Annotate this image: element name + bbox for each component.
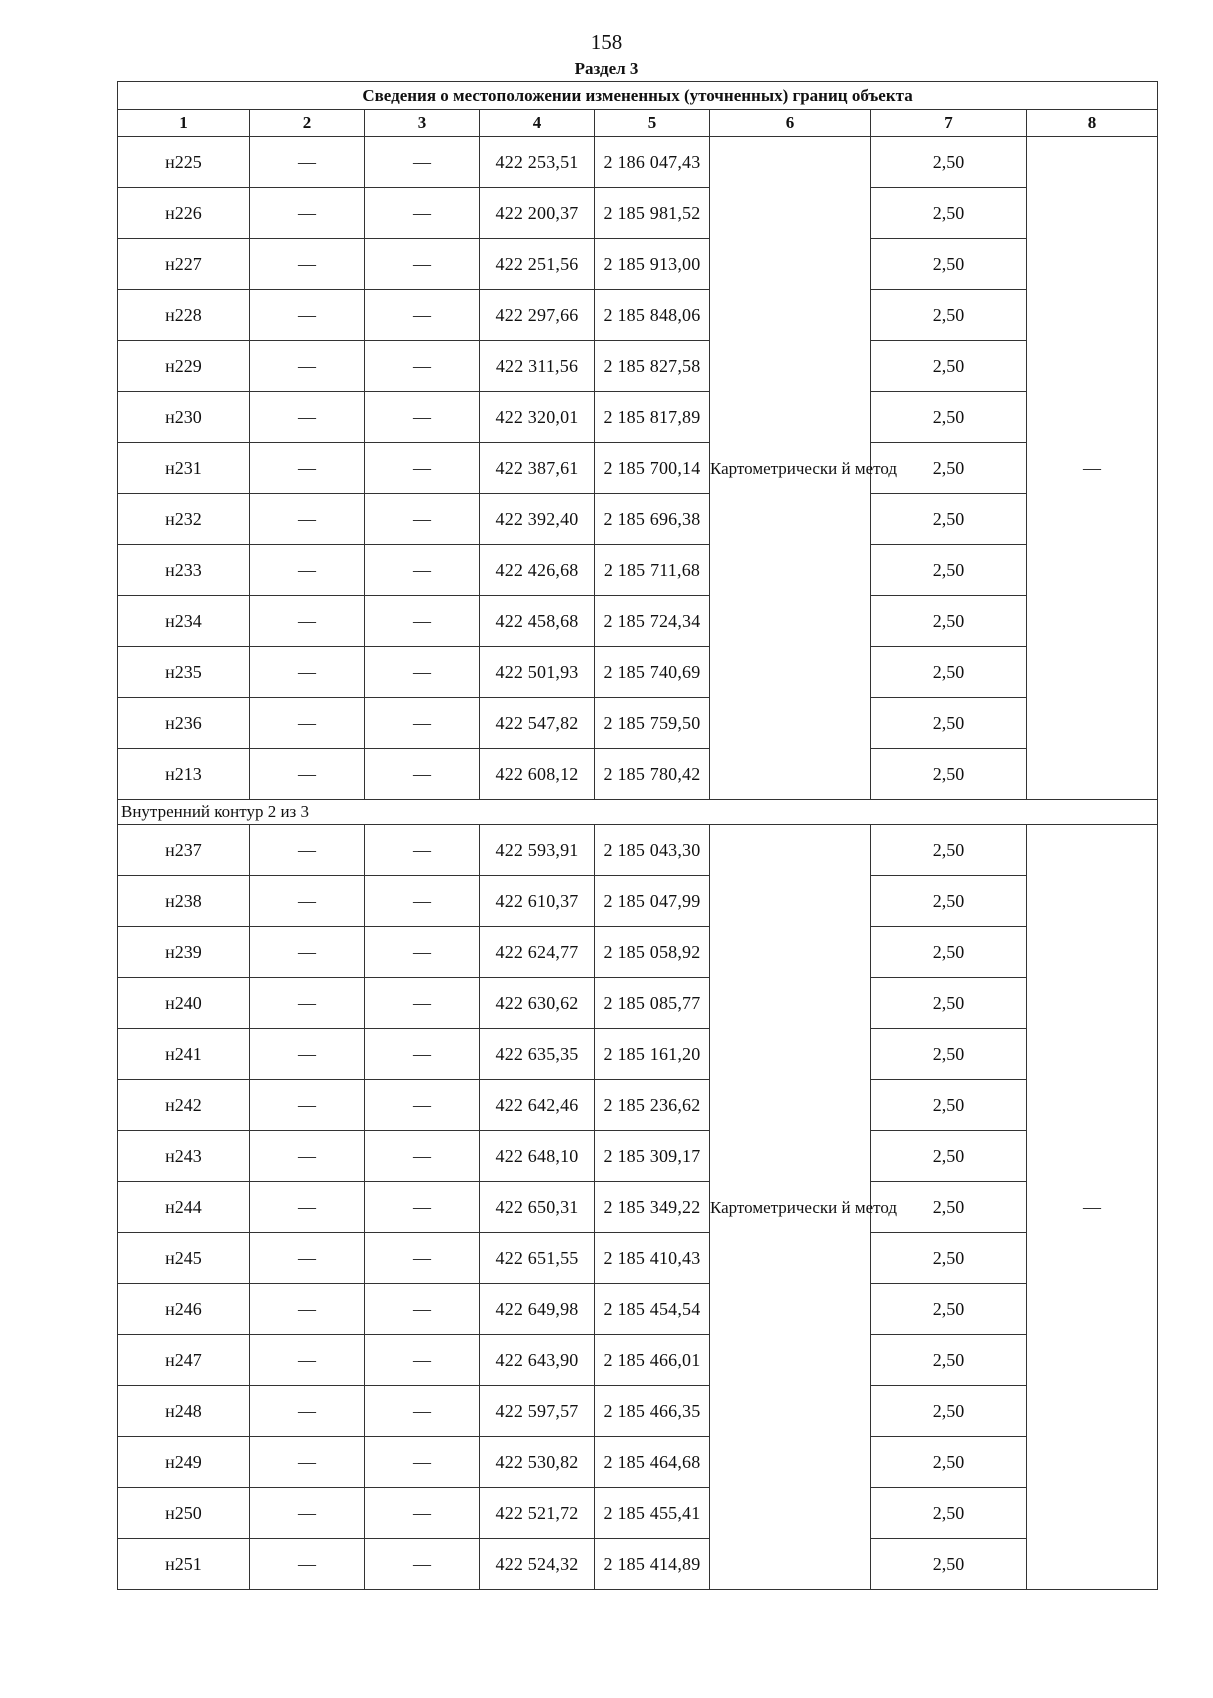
column-3-cell: — [365, 596, 480, 647]
table-row [118, 1386, 1158, 1437]
accuracy-cell: 2,50 [871, 1233, 1027, 1284]
y-coordinate-cell: 2 185 711,68 [595, 545, 710, 596]
column-3-cell: — [365, 494, 480, 545]
accuracy-cell: 2,50 [871, 596, 1027, 647]
table-row [118, 137, 1158, 188]
y-coordinate-cell: 2 185 700,14 [595, 443, 710, 494]
y-coordinate-cell: 2 185 466,01 [595, 1335, 710, 1386]
point-id-cell: н238 [118, 876, 250, 927]
accuracy-cell: 2,50 [871, 1335, 1027, 1386]
accuracy-cell: 2,50 [871, 545, 1027, 596]
x-coordinate-cell: 422 630,62 [480, 978, 595, 1029]
column-3-cell: — [365, 137, 480, 188]
accuracy-cell: 2,50 [871, 1131, 1027, 1182]
y-coordinate-cell: 2 185 085,77 [595, 978, 710, 1029]
point-id-cell: н234 [118, 596, 250, 647]
column-number: 1 [118, 110, 250, 137]
point-id-cell: н227 [118, 239, 250, 290]
table-row [118, 978, 1158, 1029]
column-2-cell: — [250, 1233, 365, 1284]
table-row [118, 596, 1158, 647]
x-coordinate-cell: 422 593,91 [480, 825, 595, 876]
table-row [118, 290, 1158, 341]
method-cell: Картометрически й метод [710, 825, 871, 1590]
x-coordinate-cell: 422 392,40 [480, 494, 595, 545]
point-id-cell: н244 [118, 1182, 250, 1233]
column-2-cell: — [250, 392, 365, 443]
point-id-cell: н248 [118, 1386, 250, 1437]
column-3-cell: — [365, 749, 480, 800]
accuracy-cell: 2,50 [871, 1284, 1027, 1335]
column-number: 3 [365, 110, 480, 137]
x-coordinate-cell: 422 251,56 [480, 239, 595, 290]
column-numbers-row [118, 110, 1158, 137]
table-row [118, 1131, 1158, 1182]
column-3-cell: — [365, 1488, 480, 1539]
accuracy-cell: 2,50 [871, 698, 1027, 749]
point-id-cell: н226 [118, 188, 250, 239]
x-coordinate-cell: 422 547,82 [480, 698, 595, 749]
column-2-cell: — [250, 1437, 365, 1488]
accuracy-cell: 2,50 [871, 290, 1027, 341]
accuracy-cell: 2,50 [871, 927, 1027, 978]
table-row [118, 698, 1158, 749]
y-coordinate-cell: 2 185 309,17 [595, 1131, 710, 1182]
table-body [118, 137, 1158, 1590]
column-2-cell: — [250, 1284, 365, 1335]
table-row [118, 1437, 1158, 1488]
accuracy-cell: 2,50 [871, 876, 1027, 927]
accuracy-cell: 2,50 [871, 137, 1027, 188]
column-2-cell: — [250, 876, 365, 927]
table-row [118, 545, 1158, 596]
x-coordinate-cell: 422 643,90 [480, 1335, 595, 1386]
point-id-cell: н230 [118, 392, 250, 443]
y-coordinate-cell: 2 185 466,35 [595, 1386, 710, 1437]
column-2-cell: — [250, 978, 365, 1029]
table-row [118, 392, 1158, 443]
table-row [118, 1539, 1158, 1590]
x-coordinate-cell: 422 320,01 [480, 392, 595, 443]
table-row [118, 825, 1158, 876]
column-2-cell: — [250, 137, 365, 188]
column-3-cell: — [365, 1233, 480, 1284]
x-coordinate-cell: 422 524,32 [480, 1539, 595, 1590]
table-row [118, 188, 1158, 239]
point-id-cell: н246 [118, 1284, 250, 1335]
contour-label-row [118, 800, 1158, 825]
x-coordinate-cell: 422 530,82 [480, 1437, 595, 1488]
column-number: 6 [710, 110, 871, 137]
accuracy-cell: 2,50 [871, 392, 1027, 443]
x-coordinate-cell: 422 387,61 [480, 443, 595, 494]
y-coordinate-cell: 2 185 236,62 [595, 1080, 710, 1131]
point-id-cell: н225 [118, 137, 250, 188]
x-coordinate-cell: 422 297,66 [480, 290, 595, 341]
point-id-cell: н250 [118, 1488, 250, 1539]
column-2-cell: — [250, 749, 365, 800]
y-coordinate-cell: 2 185 043,30 [595, 825, 710, 876]
y-coordinate-cell: 2 185 848,06 [595, 290, 710, 341]
table-row [118, 876, 1158, 927]
point-id-cell: н241 [118, 1029, 250, 1080]
accuracy-cell: 2,50 [871, 188, 1027, 239]
point-id-cell: н251 [118, 1539, 250, 1590]
y-coordinate-cell: 2 185 414,89 [595, 1539, 710, 1590]
column-2-cell: — [250, 1335, 365, 1386]
column-2-cell: — [250, 1080, 365, 1131]
column-2-cell: — [250, 239, 365, 290]
accuracy-cell: 2,50 [871, 1080, 1027, 1131]
column-3-cell: — [365, 647, 480, 698]
x-coordinate-cell: 422 635,35 [480, 1029, 595, 1080]
y-coordinate-cell: 2 185 817,89 [595, 392, 710, 443]
y-coordinate-cell: 2 185 913,00 [595, 239, 710, 290]
column-2-cell: — [250, 1131, 365, 1182]
y-coordinate-cell: 2 185 759,50 [595, 698, 710, 749]
column-3-cell: — [365, 392, 480, 443]
table-row [118, 1488, 1158, 1539]
point-id-cell: н240 [118, 978, 250, 1029]
column-2-cell: — [250, 647, 365, 698]
point-id-cell: н231 [118, 443, 250, 494]
accuracy-cell: 2,50 [871, 1386, 1027, 1437]
point-id-cell: н236 [118, 698, 250, 749]
column-number: 5 [595, 110, 710, 137]
table-row [118, 1080, 1158, 1131]
column-3-cell: — [365, 825, 480, 876]
y-coordinate-cell: 2 185 780,42 [595, 749, 710, 800]
x-coordinate-cell: 422 426,68 [480, 545, 595, 596]
x-coordinate-cell: 422 501,93 [480, 647, 595, 698]
column-2-cell: — [250, 494, 365, 545]
accuracy-cell: 2,50 [871, 825, 1027, 876]
y-coordinate-cell: 2 185 161,20 [595, 1029, 710, 1080]
table-row [118, 1233, 1158, 1284]
x-coordinate-cell: 422 597,57 [480, 1386, 595, 1437]
column-2-cell: — [250, 188, 365, 239]
x-coordinate-cell: 422 648,10 [480, 1131, 595, 1182]
accuracy-cell: 2,50 [871, 1488, 1027, 1539]
column-3-cell: — [365, 545, 480, 596]
column-2-cell: — [250, 443, 365, 494]
column-2-cell: — [250, 1488, 365, 1539]
point-id-cell: н243 [118, 1131, 250, 1182]
contour-label: Внутренний контур 2 из 3 [118, 800, 1158, 825]
point-id-cell: н232 [118, 494, 250, 545]
section-title: Раздел 3 [574, 59, 639, 78]
column-3-cell: — [365, 290, 480, 341]
column-2-cell: — [250, 698, 365, 749]
method-cell: Картометрически й метод [710, 137, 871, 800]
x-coordinate-cell: 422 650,31 [480, 1182, 595, 1233]
y-coordinate-cell: 2 185 349,22 [595, 1182, 710, 1233]
accuracy-cell: 2,50 [871, 494, 1027, 545]
accuracy-cell: 2,50 [871, 1437, 1027, 1488]
column-3-cell: — [365, 1539, 480, 1590]
column-3-cell: — [365, 1437, 480, 1488]
table-row [118, 1284, 1158, 1335]
column-2-cell: — [250, 1029, 365, 1080]
column-number: 2 [250, 110, 365, 137]
column-3-cell: — [365, 1335, 480, 1386]
accuracy-cell: 2,50 [871, 1539, 1027, 1590]
accuracy-cell: 2,50 [871, 749, 1027, 800]
point-id-cell: н247 [118, 1335, 250, 1386]
column-2-cell: — [250, 341, 365, 392]
column-3-cell: — [365, 1182, 480, 1233]
table-row [118, 1029, 1158, 1080]
column-3-cell: — [365, 1029, 480, 1080]
x-coordinate-cell: 422 311,56 [480, 341, 595, 392]
column-3-cell: — [365, 1080, 480, 1131]
y-coordinate-cell: 2 186 047,43 [595, 137, 710, 188]
table-row [118, 927, 1158, 978]
table-row [118, 494, 1158, 545]
accuracy-cell: 2,50 [871, 341, 1027, 392]
point-id-cell: н237 [118, 825, 250, 876]
coordinates-table [117, 81, 1158, 1590]
column-number: 7 [871, 110, 1027, 137]
page-number: 158 [590, 30, 623, 54]
point-id-cell: н233 [118, 545, 250, 596]
table-row [118, 1182, 1158, 1233]
x-coordinate-cell: 422 610,37 [480, 876, 595, 927]
y-coordinate-cell: 2 185 464,68 [595, 1437, 710, 1488]
y-coordinate-cell: 2 185 454,54 [595, 1284, 710, 1335]
accuracy-cell: 2,50 [871, 647, 1027, 698]
column-2-cell: — [250, 596, 365, 647]
column-3-cell: — [365, 341, 480, 392]
column-3-cell: — [365, 1284, 480, 1335]
column-8-cell: — [1027, 137, 1158, 800]
point-id-cell: н235 [118, 647, 250, 698]
column-2-cell: — [250, 825, 365, 876]
column-3-cell: — [365, 239, 480, 290]
x-coordinate-cell: 422 642,46 [480, 1080, 595, 1131]
point-id-cell: н242 [118, 1080, 250, 1131]
x-coordinate-cell: 422 521,72 [480, 1488, 595, 1539]
x-coordinate-cell: 422 200,37 [480, 188, 595, 239]
accuracy-cell: 2,50 [871, 978, 1027, 1029]
column-2-cell: — [250, 927, 365, 978]
y-coordinate-cell: 2 185 047,99 [595, 876, 710, 927]
table-row [118, 341, 1158, 392]
column-3-cell: — [365, 1386, 480, 1437]
y-coordinate-cell: 2 185 410,43 [595, 1233, 710, 1284]
table-row [118, 1335, 1158, 1386]
x-coordinate-cell: 422 253,51 [480, 137, 595, 188]
point-id-cell: н245 [118, 1233, 250, 1284]
column-3-cell: — [365, 927, 480, 978]
x-coordinate-cell: 422 458,68 [480, 596, 595, 647]
point-id-cell: н229 [118, 341, 250, 392]
accuracy-cell: 2,50 [871, 239, 1027, 290]
y-coordinate-cell: 2 185 058,92 [595, 927, 710, 978]
y-coordinate-cell: 2 185 724,34 [595, 596, 710, 647]
x-coordinate-cell: 422 649,98 [480, 1284, 595, 1335]
x-coordinate-cell: 422 651,55 [480, 1233, 595, 1284]
y-coordinate-cell: 2 185 740,69 [595, 647, 710, 698]
x-coordinate-cell: 422 608,12 [480, 749, 595, 800]
column-2-cell: — [250, 1386, 365, 1437]
point-id-cell: н213 [118, 749, 250, 800]
y-coordinate-cell: 2 185 827,58 [595, 341, 710, 392]
point-id-cell: н228 [118, 290, 250, 341]
table-row [118, 239, 1158, 290]
accuracy-cell: 2,50 [871, 1182, 1027, 1233]
column-number: 4 [480, 110, 595, 137]
table-row [118, 443, 1158, 494]
table-row [118, 647, 1158, 698]
column-8-cell: — [1027, 825, 1158, 1590]
point-id-cell: н249 [118, 1437, 250, 1488]
y-coordinate-cell: 2 185 981,52 [595, 188, 710, 239]
y-coordinate-cell: 2 185 455,41 [595, 1488, 710, 1539]
y-coordinate-cell: 2 185 696,38 [595, 494, 710, 545]
column-3-cell: — [365, 188, 480, 239]
column-3-cell: — [365, 443, 480, 494]
table-caption: Сведения о местоположении измененных (уточненных) границ объекта [118, 82, 1158, 110]
column-2-cell: — [250, 290, 365, 341]
column-2-cell: — [250, 1182, 365, 1233]
column-3-cell: — [365, 978, 480, 1029]
column-number: 8 [1027, 110, 1158, 137]
point-id-cell: н239 [118, 927, 250, 978]
column-3-cell: — [365, 698, 480, 749]
column-2-cell: — [250, 545, 365, 596]
column-3-cell: — [365, 876, 480, 927]
table-row [118, 749, 1158, 800]
table-caption-row [118, 82, 1158, 110]
accuracy-cell: 2,50 [871, 1029, 1027, 1080]
column-2-cell: — [250, 1539, 365, 1590]
accuracy-cell: 2,50 [871, 443, 1027, 494]
x-coordinate-cell: 422 624,77 [480, 927, 595, 978]
column-3-cell: — [365, 1131, 480, 1182]
